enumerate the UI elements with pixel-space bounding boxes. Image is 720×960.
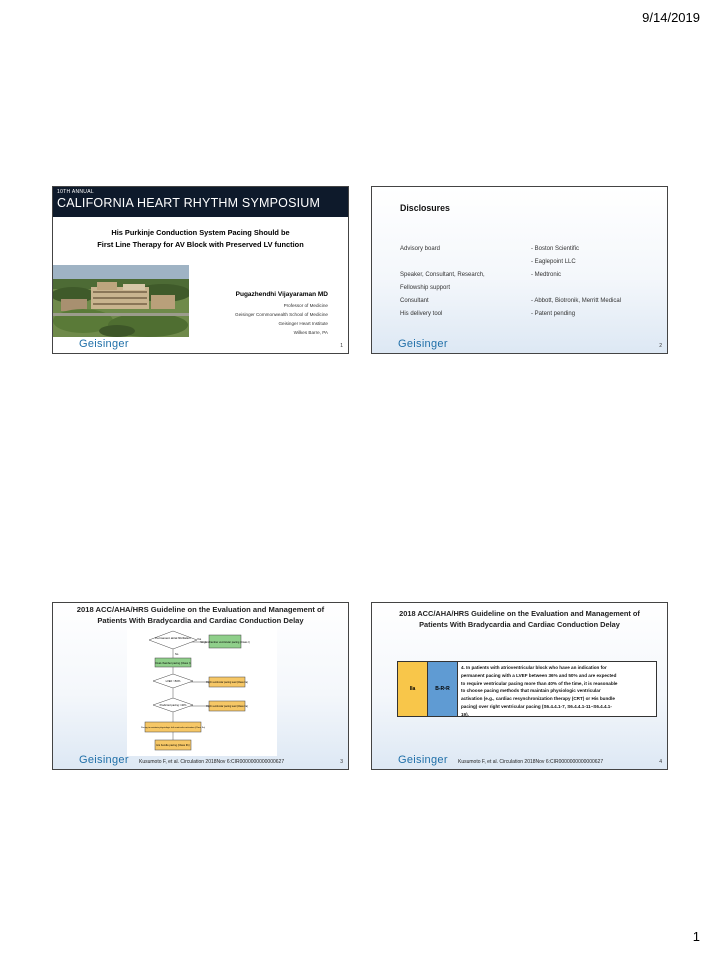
affiliation-line: Wilkes Barre, PA bbox=[293, 330, 328, 335]
branch-no: No bbox=[175, 653, 179, 656]
affiliation-line: Geisinger Commonwealth School of Medicine bbox=[235, 312, 328, 317]
decision-label: LVEF >50% bbox=[165, 679, 181, 683]
talk-title-line-2: First Line Therapy for AV Block with Preserved LV function bbox=[97, 240, 304, 249]
disclosure-category: Consultant bbox=[400, 298, 429, 304]
recommendation-line: activation (e.g., cardiac resynchronization therapy (CRT) or His bundle bbox=[461, 696, 615, 702]
campus-photo bbox=[53, 265, 189, 337]
decision-label: Predicted pacing >40% bbox=[159, 704, 187, 707]
slide-title-line-2: Patients With Bradycardia and Cardiac Conduction Delay bbox=[97, 616, 304, 625]
result-label: His bundle pacing (Class IIb) bbox=[156, 744, 190, 747]
citation: Kusumoto F, et al. Circulation 2018Nov 6:CIR0000000000000627 bbox=[139, 759, 285, 765]
slide-2-disclosures bbox=[371, 186, 668, 354]
slide-number: 3 bbox=[340, 759, 343, 765]
affiliation-line: Geisinger Heart Institute bbox=[278, 321, 328, 326]
page-date: 9/14/2019 bbox=[642, 10, 700, 25]
slide-title-line-1: 2018 ACC/AHA/HRS Guideline on the Evaluation and Management of bbox=[399, 609, 640, 618]
author-name: Pugazhendhi Vijayaraman MD bbox=[235, 291, 328, 298]
citation: Kusumoto F, et al. Circulation 2018Nov 6:CIR0000000000000627 bbox=[458, 759, 604, 765]
talk-title-line-1: His Purkinje Conduction System Pacing Should be bbox=[111, 228, 290, 237]
disclosure-category: His delivery tool bbox=[400, 311, 443, 317]
slide-number: 1 bbox=[340, 343, 343, 349]
disclosure-category: Fellowship support bbox=[400, 285, 451, 291]
disclosure-company: - Boston Scientific bbox=[531, 246, 580, 252]
result-label: Single chamber ventricular pacing (Class I) bbox=[200, 641, 250, 644]
decision-permanent-af bbox=[149, 631, 197, 649]
geisinger-logo: Geisinger bbox=[79, 754, 129, 766]
branch-yes: Yes bbox=[197, 638, 202, 641]
result-label: Pacing to maintain physiologic left ventricular activation (Class IIa) bbox=[140, 727, 206, 729]
recommendation-line: 19). bbox=[461, 711, 469, 717]
level-of-evidence: B-RⁿR bbox=[428, 662, 458, 716]
decision-label: Permanent atrial fibrillation bbox=[155, 636, 191, 640]
slide-1-title bbox=[52, 186, 349, 354]
result-label: Dual chamber pacing (Class I) bbox=[155, 662, 191, 665]
disclosure-company: - Abbott, Biotronik, Merritt Medical bbox=[531, 298, 622, 304]
slide-title-line-2: Patients With Bradycardia and Cardiac Conduction Delay bbox=[419, 620, 620, 629]
disclosure-category: Advisory board bbox=[400, 246, 441, 252]
disclosure-category: Speaker, Consultant, Research, bbox=[400, 272, 485, 278]
recommendation-line: to require ventricular pacing more than 40% of the time, it is reasonable bbox=[461, 680, 618, 686]
recommendation-line: to choose pacing methods that maintain physiologic ventricular bbox=[461, 688, 601, 694]
slide-title bbox=[53, 604, 348, 626]
slide-title: Disclosures bbox=[400, 203, 450, 213]
slide-title-line-1: 2018 ACC/AHA/HRS Guideline on the Evaluation and Management of bbox=[76, 605, 325, 614]
recommendation-table bbox=[397, 661, 657, 717]
slide-number: 4 bbox=[659, 759, 662, 765]
symposium-banner bbox=[53, 187, 348, 217]
slide-title bbox=[372, 608, 667, 630]
recommendation-line: permanent pacing with a LVEF between 36% and 50% and are expected bbox=[461, 672, 617, 678]
recommendation-line: 4. In patients with atrioventricular block who have an indication for bbox=[461, 665, 607, 670]
banner-edition: 10TH ANNUAL bbox=[57, 189, 94, 195]
geisinger-logo: Geisinger bbox=[398, 754, 448, 766]
recommendation-text bbox=[461, 664, 653, 719]
affiliation-line: Professor of Medicine bbox=[283, 303, 328, 308]
slide-3-guideline-flowchart bbox=[52, 602, 349, 770]
page-number: 1 bbox=[692, 929, 700, 944]
class-of-recommendation: IIa bbox=[398, 662, 428, 716]
recommendation-line: pacing) over right ventricular pacing (S6.4.4.1-7, S6.4.4.1-11–S6.4.4.1- bbox=[461, 703, 612, 709]
slide-4-guideline-recommendation bbox=[371, 602, 668, 770]
pacing-flowchart bbox=[127, 628, 277, 756]
geisinger-logo: Geisinger bbox=[398, 338, 448, 350]
disclosure-company: - Patent pending bbox=[531, 311, 576, 317]
disclosure-company: - Eaglepoint LLC bbox=[531, 259, 576, 265]
geisinger-logo: Geisinger bbox=[79, 338, 129, 350]
talk-title bbox=[53, 227, 348, 251]
result-label: Right ventricular pacing lead (Class IIa) bbox=[206, 705, 248, 708]
slide-number: 2 bbox=[659, 343, 662, 349]
disclosure-company: - Medtronic bbox=[531, 272, 562, 278]
result-label: Right ventricular pacing lead (Class IIa) bbox=[206, 681, 248, 684]
banner-title: CALIFORNIA HEART RHYTHM SYMPOSIUM bbox=[57, 196, 321, 210]
